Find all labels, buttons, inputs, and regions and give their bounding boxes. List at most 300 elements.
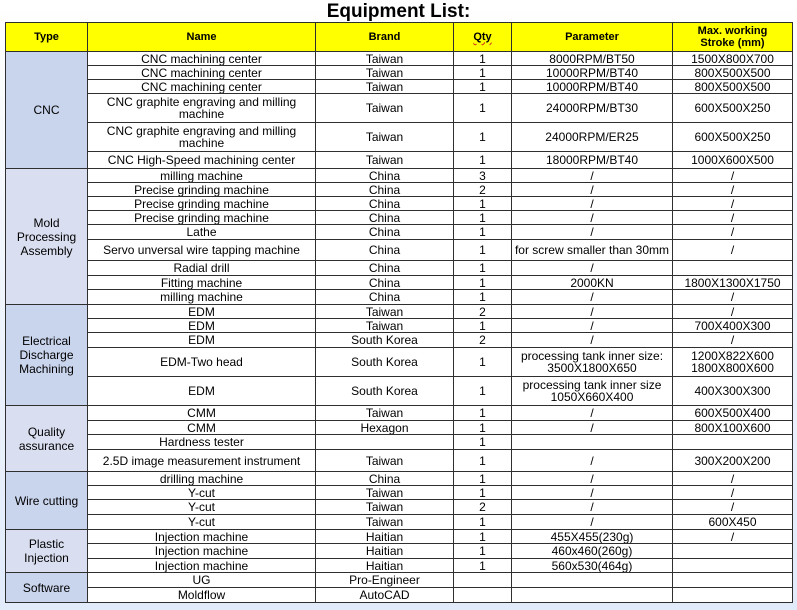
header-row (6, 23, 793, 52)
brand-cell (316, 197, 454, 211)
name-line: Hardness tester (159, 435, 244, 449)
stroke-line: 800X100X600 (694, 420, 771, 435)
parameter-line: / (590, 304, 594, 319)
name-line: CNC machining center (141, 79, 262, 94)
table-row (6, 472, 793, 486)
brand-cell (316, 406, 454, 421)
name-cell (88, 261, 316, 276)
brand-cell (316, 240, 454, 261)
qty-cell (454, 225, 512, 240)
stroke-cell (673, 169, 793, 183)
type-line: CNC (33, 103, 60, 117)
name-line: CMM (187, 406, 216, 420)
name-cell (88, 573, 316, 588)
stroke-line: 1800X1300X1750 (684, 275, 781, 290)
parameter-line: 1050X660X400 (550, 390, 634, 404)
brand-cell (316, 261, 454, 276)
name-line: 2.5D image measurement instrument (102, 453, 301, 468)
qty-cell (454, 52, 512, 66)
brand-line: China (368, 290, 401, 304)
name-line: Fitting machine (160, 275, 243, 290)
parameter-cell (512, 240, 673, 261)
name-line: CNC machining center (141, 65, 262, 80)
brand-cell (316, 333, 454, 348)
table-row (6, 500, 793, 515)
stroke-line: / (730, 471, 735, 486)
name-cell (88, 80, 316, 94)
name-line: Servo unversal wire tapping machine (103, 243, 300, 257)
name-cell (88, 52, 316, 66)
parameter-cell (512, 530, 673, 544)
name-line: EDM (188, 318, 215, 333)
name-cell (88, 544, 316, 559)
parameter-line: 2000KN (570, 275, 614, 290)
stroke-cell (673, 486, 793, 500)
stroke-cell (673, 421, 793, 435)
name-line: Y-cut (188, 485, 215, 500)
brand-line: Taiwan (365, 485, 404, 500)
name-line: CMM (187, 420, 216, 435)
name-cell (88, 319, 316, 333)
brand-cell (316, 94, 454, 123)
stroke-cell (673, 435, 793, 450)
stroke-line: 700X400X300 (694, 318, 771, 333)
name-line: drilling machine (159, 471, 244, 486)
qty-cell (454, 421, 512, 435)
table-row (6, 123, 793, 152)
stroke-line: 1800X800X600 (691, 361, 774, 375)
qty-cell (454, 240, 512, 261)
parameter-cell (512, 472, 673, 486)
parameter-line: 10000RPM/BT40 (545, 79, 639, 94)
qty-cell (454, 486, 512, 500)
parameter-line: / (590, 290, 594, 304)
name-line: CNC High-Speed machining center (107, 153, 296, 167)
stroke-cell (673, 225, 793, 240)
brand-cell (316, 588, 454, 603)
parameter-cell (512, 197, 673, 211)
name-cell (88, 66, 316, 80)
qty-line: 1 (479, 153, 486, 167)
qty-cell (454, 472, 512, 486)
brand-cell (316, 52, 454, 66)
qty-line: 1 (479, 355, 486, 369)
name-cell (88, 290, 316, 305)
qty-line: 1 (479, 290, 486, 304)
brand-line: South Korea (351, 333, 418, 347)
qty-line: 1 (479, 243, 486, 257)
parameter-line: for screw smaller than 30mm (514, 243, 670, 257)
name-cell (88, 276, 316, 290)
qty-cell (454, 211, 512, 225)
type-cell (6, 305, 88, 406)
header-stroke (673, 23, 793, 52)
brand-line: Haitian (365, 544, 404, 558)
name-line: machine (178, 107, 225, 121)
name-line: EDM (188, 384, 215, 398)
name-cell (88, 348, 316, 377)
table-row (6, 573, 793, 588)
qty-cell (454, 305, 512, 319)
stroke-line: 600X500X250 (694, 101, 771, 115)
parameter-line: / (590, 420, 594, 435)
table-body (6, 52, 793, 603)
brand-line: Pro-Engineer (349, 573, 420, 587)
stroke-cell (673, 240, 793, 261)
qty-line: 1 (479, 485, 486, 500)
table-row (6, 530, 793, 544)
qty-line: 3 (479, 168, 486, 183)
qty-line: 1 (479, 51, 486, 66)
brand-cell (316, 559, 454, 573)
parameter-cell (512, 66, 673, 80)
table-row (6, 225, 793, 240)
table-row (6, 450, 793, 472)
table-row (6, 80, 793, 94)
stroke-cell (673, 276, 793, 290)
type-cell (6, 472, 88, 530)
qty-cell (454, 377, 512, 406)
name-line: EDM (188, 333, 215, 347)
name-cell (88, 333, 316, 348)
brand-line: Taiwan (365, 79, 404, 94)
qty-line: 1 (479, 435, 486, 449)
brand-cell (316, 500, 454, 515)
parameter-cell (512, 169, 673, 183)
stroke-line: 800X500X500 (694, 79, 771, 94)
name-line: EDM-Two head (160, 355, 243, 369)
name-line: Radial drill (173, 261, 230, 275)
name-line: CNC graphite engraving and milling (106, 95, 297, 109)
brand-line: Taiwan (365, 65, 404, 80)
stroke-line: / (730, 225, 735, 239)
name-line: Precise grinding machine (134, 182, 269, 197)
type-cell (6, 52, 88, 169)
table-row (6, 197, 793, 211)
parameter-cell (512, 486, 673, 500)
qty-cell (454, 435, 512, 450)
qty-cell (454, 559, 512, 573)
name-line: Moldflow (177, 588, 226, 602)
qty-line: 1 (479, 101, 486, 115)
stroke-cell (673, 152, 793, 169)
parameter-line: 18000RPM/BT40 (545, 153, 639, 167)
name-cell (88, 500, 316, 515)
stroke-cell (673, 333, 793, 348)
name-line: machine (178, 136, 225, 150)
parameter-cell (512, 276, 673, 290)
parameter-cell (512, 305, 673, 319)
stroke-cell (673, 559, 793, 573)
type-line: Quality (27, 424, 66, 439)
name-cell (88, 486, 316, 500)
table-row (6, 169, 793, 183)
stroke-cell (673, 500, 793, 515)
qty-line: 1 (479, 558, 486, 573)
brand-line: South Korea (351, 384, 418, 398)
brand-cell (316, 123, 454, 152)
stroke-line: 600X500X400 (694, 406, 771, 420)
stroke-line: / (730, 485, 735, 500)
parameter-line: / (590, 471, 594, 486)
stroke-line: 1200X822X600 (691, 349, 774, 363)
parameter-cell (512, 319, 673, 333)
qty-line: 1 (479, 225, 486, 239)
table-row (6, 94, 793, 123)
brand-line: Hexagon (360, 420, 409, 435)
brand-line: Haitian (365, 558, 404, 573)
header-type: Type (6, 23, 88, 52)
stroke-cell (673, 588, 793, 603)
parameter-cell (512, 52, 673, 66)
qty-cell (454, 544, 512, 559)
parameter-line: / (590, 210, 594, 225)
qty-line: 1 (479, 529, 486, 544)
stroke-cell (673, 573, 793, 588)
qty-line: 1 (479, 318, 486, 333)
brand-line: Taiwan (365, 406, 404, 420)
parameter-line: 10000RPM/BT40 (545, 65, 639, 80)
stroke-line: / (730, 500, 735, 514)
qty-cell (454, 261, 512, 276)
brand-line: China (368, 243, 401, 257)
brand-line: Taiwan (365, 51, 404, 66)
brand-line: China (368, 168, 401, 183)
header-stroke-line1: Max. working (697, 25, 768, 37)
qty-cell (454, 276, 512, 290)
header-qty (454, 23, 512, 52)
brand-cell (316, 225, 454, 240)
brand-line: China (368, 210, 401, 225)
name-line: Precise grinding machine (134, 196, 269, 211)
stroke-line: 400X300X300 (694, 384, 771, 398)
parameter-cell (512, 573, 673, 588)
brand-line: China (368, 225, 401, 239)
name-cell (88, 94, 316, 123)
parameter-cell (512, 94, 673, 123)
qty-line: 1 (479, 471, 486, 486)
brand-cell (316, 276, 454, 290)
stroke-cell (673, 80, 793, 94)
parameter-line: / (590, 318, 594, 333)
stroke-cell (673, 197, 793, 211)
table-row (6, 515, 793, 530)
parameter-cell (512, 123, 673, 152)
parameter-cell (512, 515, 673, 530)
parameter-cell (512, 290, 673, 305)
type-cell (6, 169, 88, 305)
name-cell (88, 123, 316, 152)
type-line: assurance (18, 438, 75, 453)
qty-line: 1 (479, 420, 486, 435)
brand-line: Haitian (365, 529, 404, 544)
name-line: milling machine (160, 290, 243, 304)
parameter-line: 8000RPM/BT50 (549, 51, 635, 66)
table-row (6, 240, 793, 261)
qty-line: 1 (479, 406, 486, 420)
parameter-line: / (590, 406, 594, 420)
parameter-cell (512, 377, 673, 406)
qty-cell (454, 333, 512, 348)
table-row (6, 544, 793, 559)
name-cell (88, 169, 316, 183)
name-cell (88, 305, 316, 319)
stroke-cell (673, 123, 793, 152)
stroke-cell (673, 319, 793, 333)
name-cell (88, 588, 316, 603)
brand-line: AutoCAD (359, 588, 410, 602)
name-line: Injection machine (154, 529, 249, 544)
brand-cell (316, 544, 454, 559)
qty-cell (454, 450, 512, 472)
qty-line: 1 (479, 65, 486, 80)
name-line: Y-cut (188, 515, 215, 529)
type-line: Electrical (22, 334, 71, 348)
stroke-line: / (730, 168, 735, 183)
stroke-line: / (730, 304, 735, 319)
table-row (6, 211, 793, 225)
stroke-cell (673, 377, 793, 406)
name-cell (88, 435, 316, 450)
type-line: Discharge (19, 348, 74, 362)
stroke-line: 1500X800X700 (691, 51, 774, 66)
brand-line: Taiwan (365, 453, 404, 468)
type-line: Processing (16, 229, 77, 244)
stroke-line: 1000X600X500 (691, 153, 774, 167)
qty-cell (454, 406, 512, 421)
qty-cell (454, 515, 512, 530)
type-line: Wire cutting (14, 493, 79, 508)
brand-line: Taiwan (365, 318, 404, 333)
brand-cell (316, 348, 454, 377)
qty-line: 2 (479, 182, 486, 197)
qty-cell (454, 348, 512, 377)
parameter-line: / (590, 225, 594, 239)
parameter-cell (512, 500, 673, 515)
stroke-cell (673, 211, 793, 225)
table-row (6, 290, 793, 305)
parameter-line: / (590, 485, 594, 500)
table-row (6, 305, 793, 319)
name-cell (88, 559, 316, 573)
brand-cell (316, 377, 454, 406)
brand-line: South Korea (351, 355, 418, 369)
header-stroke-line2: Stroke (mm) (700, 37, 765, 49)
parameter-cell (512, 333, 673, 348)
stroke-cell (673, 450, 793, 472)
parameter-cell (512, 559, 673, 573)
brand-line: Taiwan (365, 515, 404, 529)
name-cell (88, 183, 316, 197)
type-line: Machining (19, 362, 74, 376)
qty-cell (454, 66, 512, 80)
brand-cell (316, 421, 454, 435)
brand-line: Taiwan (365, 500, 404, 514)
type-line: Assembly (20, 243, 73, 258)
name-line: Precise grinding machine (134, 210, 269, 225)
name-line: Y-cut (188, 500, 215, 514)
brand-line: China (368, 182, 401, 197)
name-cell (88, 211, 316, 225)
name-cell (88, 450, 316, 472)
name-cell (88, 152, 316, 169)
brand-line: China (368, 196, 401, 211)
qty-line: 1 (479, 384, 486, 398)
name-line: Injection machine (154, 544, 249, 558)
name-cell (88, 530, 316, 544)
table-row (6, 486, 793, 500)
parameter-cell (512, 435, 673, 450)
brand-cell (316, 183, 454, 197)
stroke-cell (673, 52, 793, 66)
name-line: Lathe (186, 225, 217, 239)
name-cell (88, 472, 316, 486)
qty-cell (454, 183, 512, 197)
name-cell (88, 377, 316, 406)
name-cell (88, 240, 316, 261)
qty-cell (454, 319, 512, 333)
brand-line: China (368, 275, 401, 290)
type-cell (6, 573, 88, 603)
parameter-line: processing tank inner size: (520, 349, 664, 363)
table-row (6, 261, 793, 276)
brand-cell (316, 530, 454, 544)
parameter-cell (512, 152, 673, 169)
brand-cell (316, 515, 454, 530)
stroke-cell (673, 406, 793, 421)
parameter-line: / (590, 261, 594, 275)
parameter-line: / (590, 453, 594, 468)
parameter-cell (512, 450, 673, 472)
parameter-cell (512, 348, 673, 377)
header-parameter: Parameter (512, 23, 673, 52)
stroke-line: / (730, 333, 735, 347)
stroke-line: / (730, 196, 735, 211)
stroke-line: 300X200X200 (694, 453, 771, 468)
stroke-line: 600X450 (708, 515, 757, 529)
stroke-line: / (730, 210, 735, 225)
parameter-cell (512, 225, 673, 240)
parameter-line: / (590, 333, 594, 347)
type-line: Injection (24, 551, 69, 565)
stroke-cell (673, 305, 793, 319)
name-line: CNC graphite engraving and milling (106, 124, 297, 138)
brand-cell (316, 472, 454, 486)
stroke-cell (673, 66, 793, 80)
brand-cell (316, 486, 454, 500)
brand-cell (316, 80, 454, 94)
name-cell (88, 197, 316, 211)
brand-cell (316, 450, 454, 472)
qty-line: 2 (479, 500, 486, 514)
stroke-cell (673, 290, 793, 305)
stroke-cell (673, 94, 793, 123)
qty-line: 1 (479, 515, 486, 529)
stroke-cell (673, 515, 793, 530)
stroke-line: / (730, 529, 735, 544)
brand-line: Taiwan (365, 101, 404, 115)
table-row (6, 406, 793, 421)
qty-line: 1 (479, 210, 486, 225)
brand-line: China (368, 471, 401, 486)
name-line: Injection machine (154, 558, 249, 573)
qty-cell (454, 152, 512, 169)
table-row (6, 435, 793, 450)
stroke-line: / (730, 182, 735, 197)
table-row (6, 348, 793, 377)
name-cell (88, 406, 316, 421)
qty-line: 1 (479, 275, 486, 290)
